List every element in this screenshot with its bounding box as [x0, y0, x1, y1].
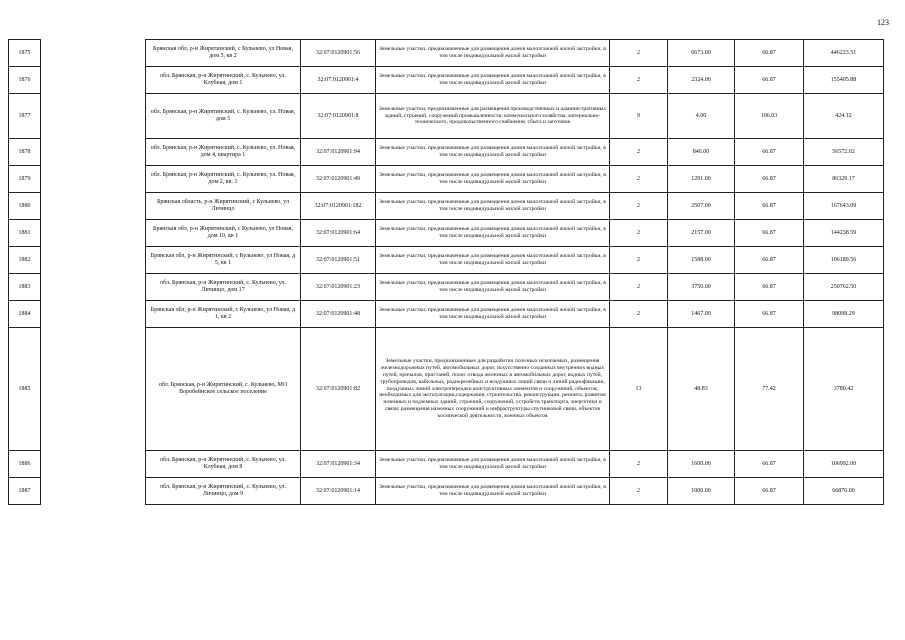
cadastral-value-cell: 155405.88: [804, 67, 884, 94]
cadastral-value-cell: 167643.09: [804, 193, 884, 220]
specific-value-cell: 66.87: [735, 193, 804, 220]
cadastral-number-cell: 32:07:0120901:51: [301, 247, 376, 274]
group-cell: 9: [610, 94, 668, 139]
row-number-cell: 1877: [9, 94, 41, 139]
group-cell: 2: [610, 274, 668, 301]
area-cell: 2507.00: [668, 193, 735, 220]
land-use-description-cell: Земельные участки, предназначенные для размещения домов малоэтажной жилой застройки, в том числе индивидуальной жилой застройки: [376, 220, 610, 247]
gap-cell: [41, 451, 146, 478]
area-cell: 1588.00: [668, 247, 735, 274]
group-cell: 13: [610, 328, 668, 451]
table-row: [9, 220, 884, 247]
area-cell: 4.00: [668, 94, 735, 139]
table-row: [9, 166, 884, 193]
row-number-cell: 1887: [9, 478, 41, 505]
address-cell: обл. Брянская, р-н Жирятинский, с. Кульнево, ул. Новая, дом 4, квартира 1: [146, 139, 301, 166]
cadastral-number-cell: 32:07:0120901:82: [301, 328, 376, 451]
row-number-cell: 1876: [9, 67, 41, 94]
land-use-description-cell: Земельные участки, предназначенные для размещения домов малоэтажной жилой застройки, в том числе индивидуальной жилой застройки: [376, 247, 610, 274]
cadastral-number-cell: 32:07:0120901:49: [301, 166, 376, 193]
address-cell: Брянская обл, р-н Жирятинский, с Кульнево, ул Новая, д 5, кв 1: [146, 247, 301, 274]
group-cell: 2: [610, 247, 668, 274]
group-cell: 2: [610, 139, 668, 166]
specific-value-cell: 66.87: [735, 166, 804, 193]
cadastral-number-cell: 32:07:0120901:14: [301, 478, 376, 505]
cadastral-number-cell: 32:07:0120901:94: [301, 139, 376, 166]
specific-value-cell: 66.87: [735, 274, 804, 301]
group-cell: 2: [610, 67, 668, 94]
area-cell: 846.00: [668, 139, 735, 166]
specific-value-cell: 66.87: [735, 451, 804, 478]
address-cell: обл. Брянская, р-н Жирятинский, с. Кульнево, ул. Клубная, дом 8: [146, 451, 301, 478]
cadastral-number-cell: 32:07:0120901:4: [301, 67, 376, 94]
land-use-description-cell: Земельные участки, предназначенные для размещения домов малоэтажной жилой застройки, в том числе индивидуальной жилой застройки: [376, 193, 610, 220]
area-cell: 3750.00: [668, 274, 735, 301]
table-body: [9, 40, 884, 505]
cadastral-number-cell: 32:07:0120901:8: [301, 94, 376, 139]
land-use-description-cell: Земельные участки, предназначенные для разработки полезных ископаемых, размещения железнодорожных путей, автомобильных дорог, искусственно созданных внутренних водных путей, причалов, пристаней, полос отвода железных и автомобильных дорог, водных путей, трубопроводов, кабельных, радиорелейных и воздушных линий связи и линий радиофикации, воздушных линий электропередачи конструктивных элементов и сооружений, объектов, необходимых для эксплуатации,содержания, строительства, реконструкции, ремонта, развития наземных и подземных зданий, строений, сооружений, устройств транспорта, энергетики и связи; размещения наземных сооружений и инфраструктуры спутниковой связи, объектов космической деятельности, военных объектов: [376, 328, 610, 451]
address-cell: обл. Брянская, р-н Жирятинский, с. Кульнево, МО Воробейнское сельское поселение: [146, 328, 301, 451]
gap-cell: [41, 94, 146, 139]
group-cell: 2: [610, 478, 668, 505]
cadastral-value-cell: 144238.59: [804, 220, 884, 247]
land-use-description-cell: Земельные участки, предназначенные для размещения домов малоэтажной жилой застройки, в том числе индивидуальной жилой застройки: [376, 139, 610, 166]
specific-value-cell: 66.87: [735, 247, 804, 274]
address-cell: Брянская область, р-н Жирятинский, с Кульнево, ул Личинцо: [146, 193, 301, 220]
address-cell: Брянская обл, р-н Жирятинский, с Кульнево, ул Новая, д 1, кв 2: [146, 301, 301, 328]
gap-cell: [41, 166, 146, 193]
group-cell: 2: [610, 301, 668, 328]
row-number-cell: 1882: [9, 247, 41, 274]
specific-value-cell: 77.42: [735, 328, 804, 451]
cadastral-number-cell: 32:07:0120901:182: [301, 193, 376, 220]
land-use-description-cell: Земельные участки, предназначенные для размещения домов малоэтажной жилой застройки, в том числе индивидуальной жилой застройки: [376, 67, 610, 94]
group-cell: 2: [610, 220, 668, 247]
cadastral-value-cell: 446223.51: [804, 40, 884, 67]
cadastral-value-table: [8, 39, 884, 505]
area-cell: 1291.00: [668, 166, 735, 193]
table-row: [9, 247, 884, 274]
land-use-description-cell: Земельные участки, предназначенные для размещения домов малоэтажной жилой застройки, в том числе индивидуальной жилой застройки: [376, 166, 610, 193]
row-number-cell: 1886: [9, 451, 41, 478]
land-use-description-cell: Земельные участки, предназначенные для размещения производственных и административных зданий, строений, сооружений промышленности, коммунального хозяйства, материально-технического, продовольственного снабжения, сбыта и заготовок: [376, 94, 610, 139]
table-row: [9, 301, 884, 328]
cadastral-value-cell: 106992.00: [804, 451, 884, 478]
row-number-cell: 1878: [9, 139, 41, 166]
table-row: [9, 139, 884, 166]
table-row: [9, 478, 884, 505]
cadastral-number-cell: 32:07:0120901:56: [301, 40, 376, 67]
row-number-cell: 1875: [9, 40, 41, 67]
cadastral-value-cell: 66870.00: [804, 478, 884, 505]
gap-cell: [41, 301, 146, 328]
specific-value-cell: 66.87: [735, 139, 804, 166]
land-use-description-cell: Земельные участки, предназначенные для размещения домов малоэтажной жилой застройки, в том числе индивидуальной жилой застройки: [376, 451, 610, 478]
area-cell: 1467.00: [668, 301, 735, 328]
address-cell: обл. Брянская, р-н Жирятинский, с. Кульнево, ул. Новая, дом 2, кв. 1: [146, 166, 301, 193]
gap-cell: [41, 328, 146, 451]
cadastral-number-cell: 32:07:0120901:34: [301, 451, 376, 478]
area-cell: 48.83: [668, 328, 735, 451]
cadastral-value-cell: 86329.17: [804, 166, 884, 193]
table-row: [9, 328, 884, 451]
table-row: [9, 94, 884, 139]
cadastral-number-cell: 32:07:0120901:48: [301, 301, 376, 328]
group-cell: 2: [610, 451, 668, 478]
address-cell: Брянская обл, р-н Жирятинский, с Кульнево, ул Новая, дом 5, кв 2: [146, 40, 301, 67]
area-cell: 2324.00: [668, 67, 735, 94]
specific-value-cell: 106.03: [735, 94, 804, 139]
cadastral-value-cell: 424.12: [804, 94, 884, 139]
row-number-cell: 1881: [9, 220, 41, 247]
area-cell: 6673.00: [668, 40, 735, 67]
cadastral-value-cell: 3780.42: [804, 328, 884, 451]
address-cell: обл. Брянская, р-н Жирятинский, с. Кульнево, ул. Клубная, дом 1: [146, 67, 301, 94]
cadastral-value-cell: 56572.02: [804, 139, 884, 166]
cadastral-value-cell: 98098.29: [804, 301, 884, 328]
specific-value-cell: 66.87: [735, 40, 804, 67]
gap-cell: [41, 67, 146, 94]
row-number-cell: 1880: [9, 193, 41, 220]
address-cell: обл. Брянская, р-н Жирятинский, с. Кульнево, ул. Личинцо, дом 17: [146, 274, 301, 301]
gap-cell: [41, 478, 146, 505]
land-use-description-cell: Земельные участки, предназначенные для размещения домов малоэтажной жилой застройки, в том числе индивидуальной жилой застройки: [376, 274, 610, 301]
cadastral-number-cell: 32:07:0120901:23: [301, 274, 376, 301]
gap-cell: [41, 274, 146, 301]
specific-value-cell: 66.87: [735, 301, 804, 328]
gap-cell: [41, 40, 146, 67]
address-cell: обл. Брянская, р-н Жирятинский, с. Кульнево, ул. Личинцо, дом 9: [146, 478, 301, 505]
table-row: [9, 40, 884, 67]
row-number-cell: 1885: [9, 328, 41, 451]
area-cell: 1600.00: [668, 451, 735, 478]
land-use-description-cell: Земельные участки, предназначенные для размещения домов малоэтажной жилой застройки, в том числе индивидуальной жилой застройки: [376, 301, 610, 328]
group-cell: 2: [610, 193, 668, 220]
group-cell: 2: [610, 40, 668, 67]
row-number-cell: 1883: [9, 274, 41, 301]
gap-cell: [41, 193, 146, 220]
cadastral-number-cell: 32:07:0120901:64: [301, 220, 376, 247]
gap-cell: [41, 139, 146, 166]
land-use-description-cell: Земельные участки, предназначенные для размещения домов малоэтажной жилой застройки, в том числе индивидуальной жилой застройки: [376, 40, 610, 67]
specific-value-cell: 66.87: [735, 220, 804, 247]
page-number: 123: [877, 18, 889, 27]
gap-cell: [41, 220, 146, 247]
cadastral-value-cell: 250762.50: [804, 274, 884, 301]
area-cell: 1000.00: [668, 478, 735, 505]
table-row: [9, 274, 884, 301]
specific-value-cell: 66.87: [735, 478, 804, 505]
row-number-cell: 1884: [9, 301, 41, 328]
address-cell: обл. Брянская, р-н Жирятинский, с. Кульнево, ул. Новая, дом 5: [146, 94, 301, 139]
group-cell: 2: [610, 166, 668, 193]
row-number-cell: 1879: [9, 166, 41, 193]
area-cell: 2157.00: [668, 220, 735, 247]
cadastral-value-cell: 106189.56: [804, 247, 884, 274]
table-row: [9, 67, 884, 94]
table-row: [9, 451, 884, 478]
specific-value-cell: 66.87: [735, 67, 804, 94]
table-row: [9, 193, 884, 220]
land-use-description-cell: Земельные участки, предназначенные для размещения домов малоэтажной жилой застройки, в том числе индивидуальной жилой застройки: [376, 478, 610, 505]
address-cell: Брянская обл, р-н Жирятинский, с Кульнево, ул Новая, дом 10, кв 1: [146, 220, 301, 247]
gap-cell: [41, 247, 146, 274]
